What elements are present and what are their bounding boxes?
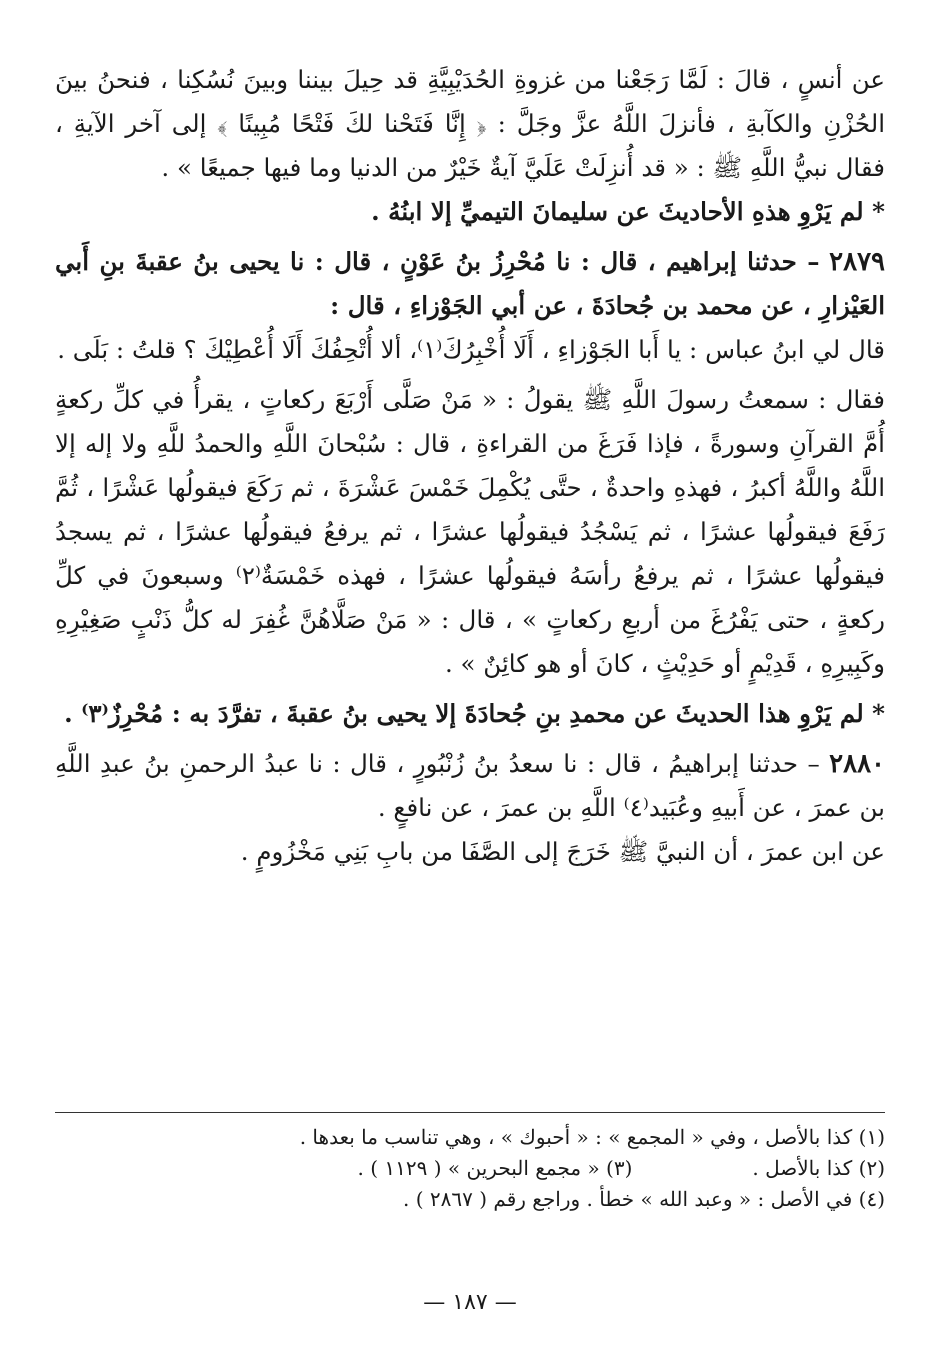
hadith-2879-dialog: قال لي ابنُ عباس : يا أَبا الجَوْزاءِ ، أَلَا أُخْبِرُكَ⁽١⁾، ألا أُتْحِفُكَ أَلَا أُعْطِيْكَ ؟ قلتُ : بَلَى . — [57, 335, 885, 364]
hadith-2880-text: عن ابن عمرَ ، أن النبيَّ ﷺ خَرَجَ إلى الصَّفَا من بابِ بَنِي مَخْزُومٍ . — [240, 837, 885, 866]
footnotes — [55, 1122, 885, 1215]
footnote-3: (٣) « مجمع البحرين » ( ١١٢٩ ) . — [357, 1156, 633, 1180]
footnote-2: (٢) كذا بالأصل . — [752, 1156, 885, 1180]
page-number: — ١٨٧ — — [423, 1290, 517, 1315]
paragraph-anas: عن أنسٍ ، قالَ : لَمَّا رَجَعْنا من غزوةِ الحُدَيْبِيَّةِ قد حِيلَ بيننا وبينَ نُسُكِنا ، فنحنُ بينَ الحُزْنِ والكآبةِ ، فأنزلَ اللَّهُ عزَّ وجَلَّ : ﴿ إِنَّا فَتَحْنا لكَ فَتْحًا مُبِينًا ﴾ إلى آخر الآيةِ ، فقال نبيُّ اللَّهِ ﷺ : « قد أُنزِلَتْ عَلَيَّ آيةٌ خَيْرٌ من الدنيا وما فيها جميعًا » . — [55, 65, 885, 182]
footnote-divider — [55, 1112, 885, 1113]
footnote-4: (٤) في الأصل : « وعبد الله » خطأ . وراجع رقم ( ٢٨٦٧ ) . — [403, 1187, 885, 1211]
hadith-number: ٢٨٨٠ — [829, 749, 885, 779]
page-body — [55, 58, 885, 874]
hadith-number: ٢٨٧٩ — [829, 247, 885, 277]
hadith-intro-text: – حدثنا إبراهيم ، قال : نا مُحْرِزُ بنُ عَوْنٍ ، قال : نا يحيى بنُ عقبةَ بنِ أَبي العَيْزارِ ، عن محمد بن جُحادَةَ ، عن أبي الجَوْزاءِ ، قال : — [55, 247, 885, 320]
hadith-intro-text: – حدثنا إبراهيمُ ، قال : نا سعدُ بنُ زُنْبُورٍ ، قال : نا عبدُ الرحمنِ بنُ عبدِ اللَّهِ بن عمرَ ، عن أَبيهِ وعُبَيد⁽٤⁾ اللَّهِ بن عمرَ ، عن نافعٍ . — [55, 749, 885, 822]
note-sulaiman: * لم يَرْوِ هذهِ الأحاديثَ عن سليمانَ التيميِّ إلا ابنُهُ . — [371, 197, 885, 226]
footnote-row — [55, 1153, 885, 1184]
footnote-1: (١) كذا بالأصل ، وفي « المجمع » : « أحبوك » ، وهي تناسب ما بعدها . — [299, 1125, 885, 1149]
hadith-2880-intro — [55, 742, 885, 830]
note-muhriz: * لم يَرْوِ هذا الحديثَ عن محمدِ بنِ جُحادَةَ إلا يحيى بنُ عقبةَ ، تفرَّدَ به : مُحْرِزٌ⁽٣⁾ . — [64, 699, 885, 728]
hadith-2879-intro — [55, 240, 885, 328]
hadith-2879-text: فقال : سمعتُ رسولَ اللَّهِ ﷺ يقولُ : « مَنْ صَلَّى أَرْبَعَ ركعاتٍ ، يقرأُ في كلِّ ركعةٍ أُمَّ القرآنِ وسورةً ، فإذا فَرَغَ من القراءةِ ، قال : سُبْحانَ اللَّهِ والحمدُ للَّهِ ولا إله إلا اللَّهُ واللَّهُ أكبرُ ، فهذهِ واحدةٌ ، حتَّى يُكْمِلَ خَمْسَ عَشْرَةَ ، ثم رَكَعَ فيقولُها عَشْرًا ، ثُمَّ رَفَعَ فيقولُها عشرًا ، ثم يَسْجُدُ فيقولُها عشرًا ، ثم يرفعُ فيقولُها عشرًا ، ثم يسجدُ فيقولُها عشرًا ، ثم يرفعُ رأسَهُ فيقولُها عشرًا ، فهذه خَمْسَةٌ⁽٢⁾ وسبعونَ في كلِّ ركعةٍ ، حتى يَفْرُغَ من أربعِ ركعاتٍ » ، قال : « مَنْ صَلَّاهُنَّ غُفِرَ له كلُّ ذَنْبٍ صَغِيْرِهِ وكَبِيرِهِ ، قَدِيْمٍ أو حَدِيْثٍ ، كانَ أو هو كائِنٌ » . — [55, 385, 885, 678]
